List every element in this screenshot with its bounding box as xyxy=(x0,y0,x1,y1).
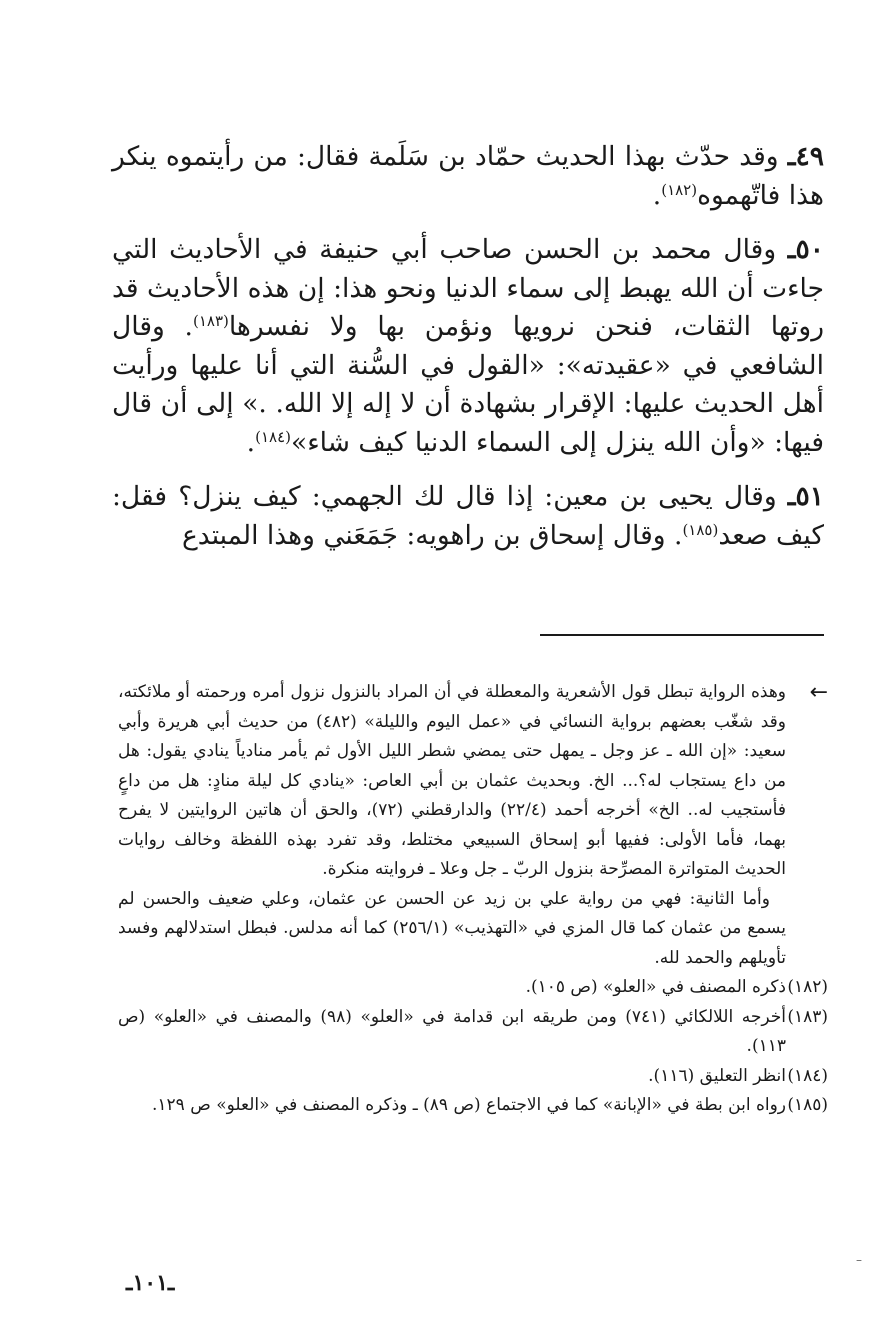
footnote-paragraph: وأما الثانية: فهي من رواية علي بن زيد عن الحسن عن عثمان، وعلي ضعيف والحسن لم يسمع من عثمان كما قال المزي في «التهذيب» (٢٥٦/١) كما أنه مدلس. فبطل استدلالهم وفسد تأويلهم والحمد لله. xyxy=(118,888,786,968)
footnote-reference[interactable]: (١٨٢) xyxy=(661,180,698,199)
paragraph-text: وقال محمد بن الحسن صاحب أبي حنيفة في الأحاديث التي جاءت أن الله يهبط إلى سماء الدنيا ونحو هذا: إن هذه الأحاديث قد روتها الثقات، فنحن نرويها ونؤمن بها ولا نفسرها xyxy=(112,234,825,342)
paragraph-51 xyxy=(112,478,824,555)
paragraph-text: وقد حدّث بهذا الحديث حمّاد بن سَلَمة فقال: من رأيتموه ينكر هذا فاتّهموه xyxy=(112,141,824,211)
paragraph-number: ٥٠ـ xyxy=(787,234,824,265)
footnote-text: أخرجه اللالكائي (٧٤١) ومن طريقه ابن قدامة في «العلو» (٩٨) والمصنف في «العلو» (ص ١١٣). xyxy=(118,1006,786,1056)
footnote-reference[interactable]: (١٨٣) xyxy=(192,312,229,330)
paragraph-49 xyxy=(112,138,824,215)
footnote-number: (١٨٣) xyxy=(787,1006,828,1027)
paragraph-text-continued: . وقال الشافعي في «عقيدته»: «القول في السُّنة التي أنا عليها ورأيت أهل الحديث عليها: الإقرار بشهادة أن لا إله إلا الله. .» إلى أن قال فيها: «وأن الله ينزل إلى السماء الدنيا كيف شاء» xyxy=(112,311,824,458)
footnote-reference[interactable]: (١٨٤) xyxy=(255,427,291,446)
footnotes xyxy=(118,678,828,1121)
footnote-182 xyxy=(118,973,828,1003)
footnote-183 xyxy=(118,1003,828,1062)
footnote-number: (١٨٢) xyxy=(787,977,828,997)
paragraph-number: ٥١ـ xyxy=(787,481,824,512)
footnote-text: رواه ابن بطة في «الإبانة» كما في الاجتماع (ص ٨٩) ـ وذكره المصنف في «العلو» ص ١٢٩. xyxy=(152,1095,786,1115)
footnote-text: انظر التعليق (١١٦). xyxy=(648,1065,786,1086)
paragraph-tail: . وقال إسحاق بن راهويه: جَمَعَني وهذا المبتدع xyxy=(181,519,683,551)
paragraph-number: ٤٩ـ xyxy=(787,141,824,172)
paragraph-tail: . xyxy=(652,179,662,211)
footnote-paragraph: وهذه الرواية تبطل قول الأشعرية والمعطلة في أن المراد بالنزول نزول أمره ورحمته أو ملائكته، وقد شغّب بعضهم برواية النسائي في «عمل اليوم والليلة» (٤٨٢) من حديث أبي هريرة وأبي سعيد: «إن الله ـ عز وجل ـ يمهل حتى يمضي شطر الليل الأول ثم يأمر منادياً ينادي يقول: هل من داع يستجاب له؟... الخ. وبحديث عثمان بن أبي العاص: «ينادي كل ليلة منادٍ: هل من داعٍ فأستجيب له.. الخ» أخرجه أحمد (٢٢/٤) والدارقطني (٧٢)، والحق أن هاتين الروايتين لا يفرح بهما، فأما الأولى: ففيها أبو إسحاق السبيعي مختلط، وقد تفرد بهذه اللفظة وخالف روايات الحديث المتواترة المصرِّحة بنزول الربّ ـ جل وعلا ـ فروايته منكرة. xyxy=(118,682,786,879)
arrow-left-icon: ← xyxy=(809,680,828,705)
footnote-text: ذكره المصنف في «العلو» (ص ١٠٥). xyxy=(525,977,786,997)
footnote-reference[interactable]: (١٨٥) xyxy=(682,520,719,539)
paragraph-tail: . xyxy=(246,426,256,458)
footnote-number: (١٨٤) xyxy=(787,1065,828,1086)
footnote-separator xyxy=(540,634,824,636)
footnote-185 xyxy=(118,1091,828,1121)
footnote-184 xyxy=(118,1062,828,1092)
paragraph-text: وقال يحيى بن معين: إذا قال لك الجهمي: كيف ينزل؟ فقل: كيف صعد xyxy=(112,481,824,551)
footnote-number: (١٨٥) xyxy=(787,1095,828,1115)
continued-footnote xyxy=(118,678,828,973)
paragraph-50 xyxy=(112,231,824,462)
main-text xyxy=(112,138,824,571)
page-number: ـ١٠١ـ xyxy=(126,1270,175,1296)
corner-mark: – xyxy=(856,1253,862,1267)
